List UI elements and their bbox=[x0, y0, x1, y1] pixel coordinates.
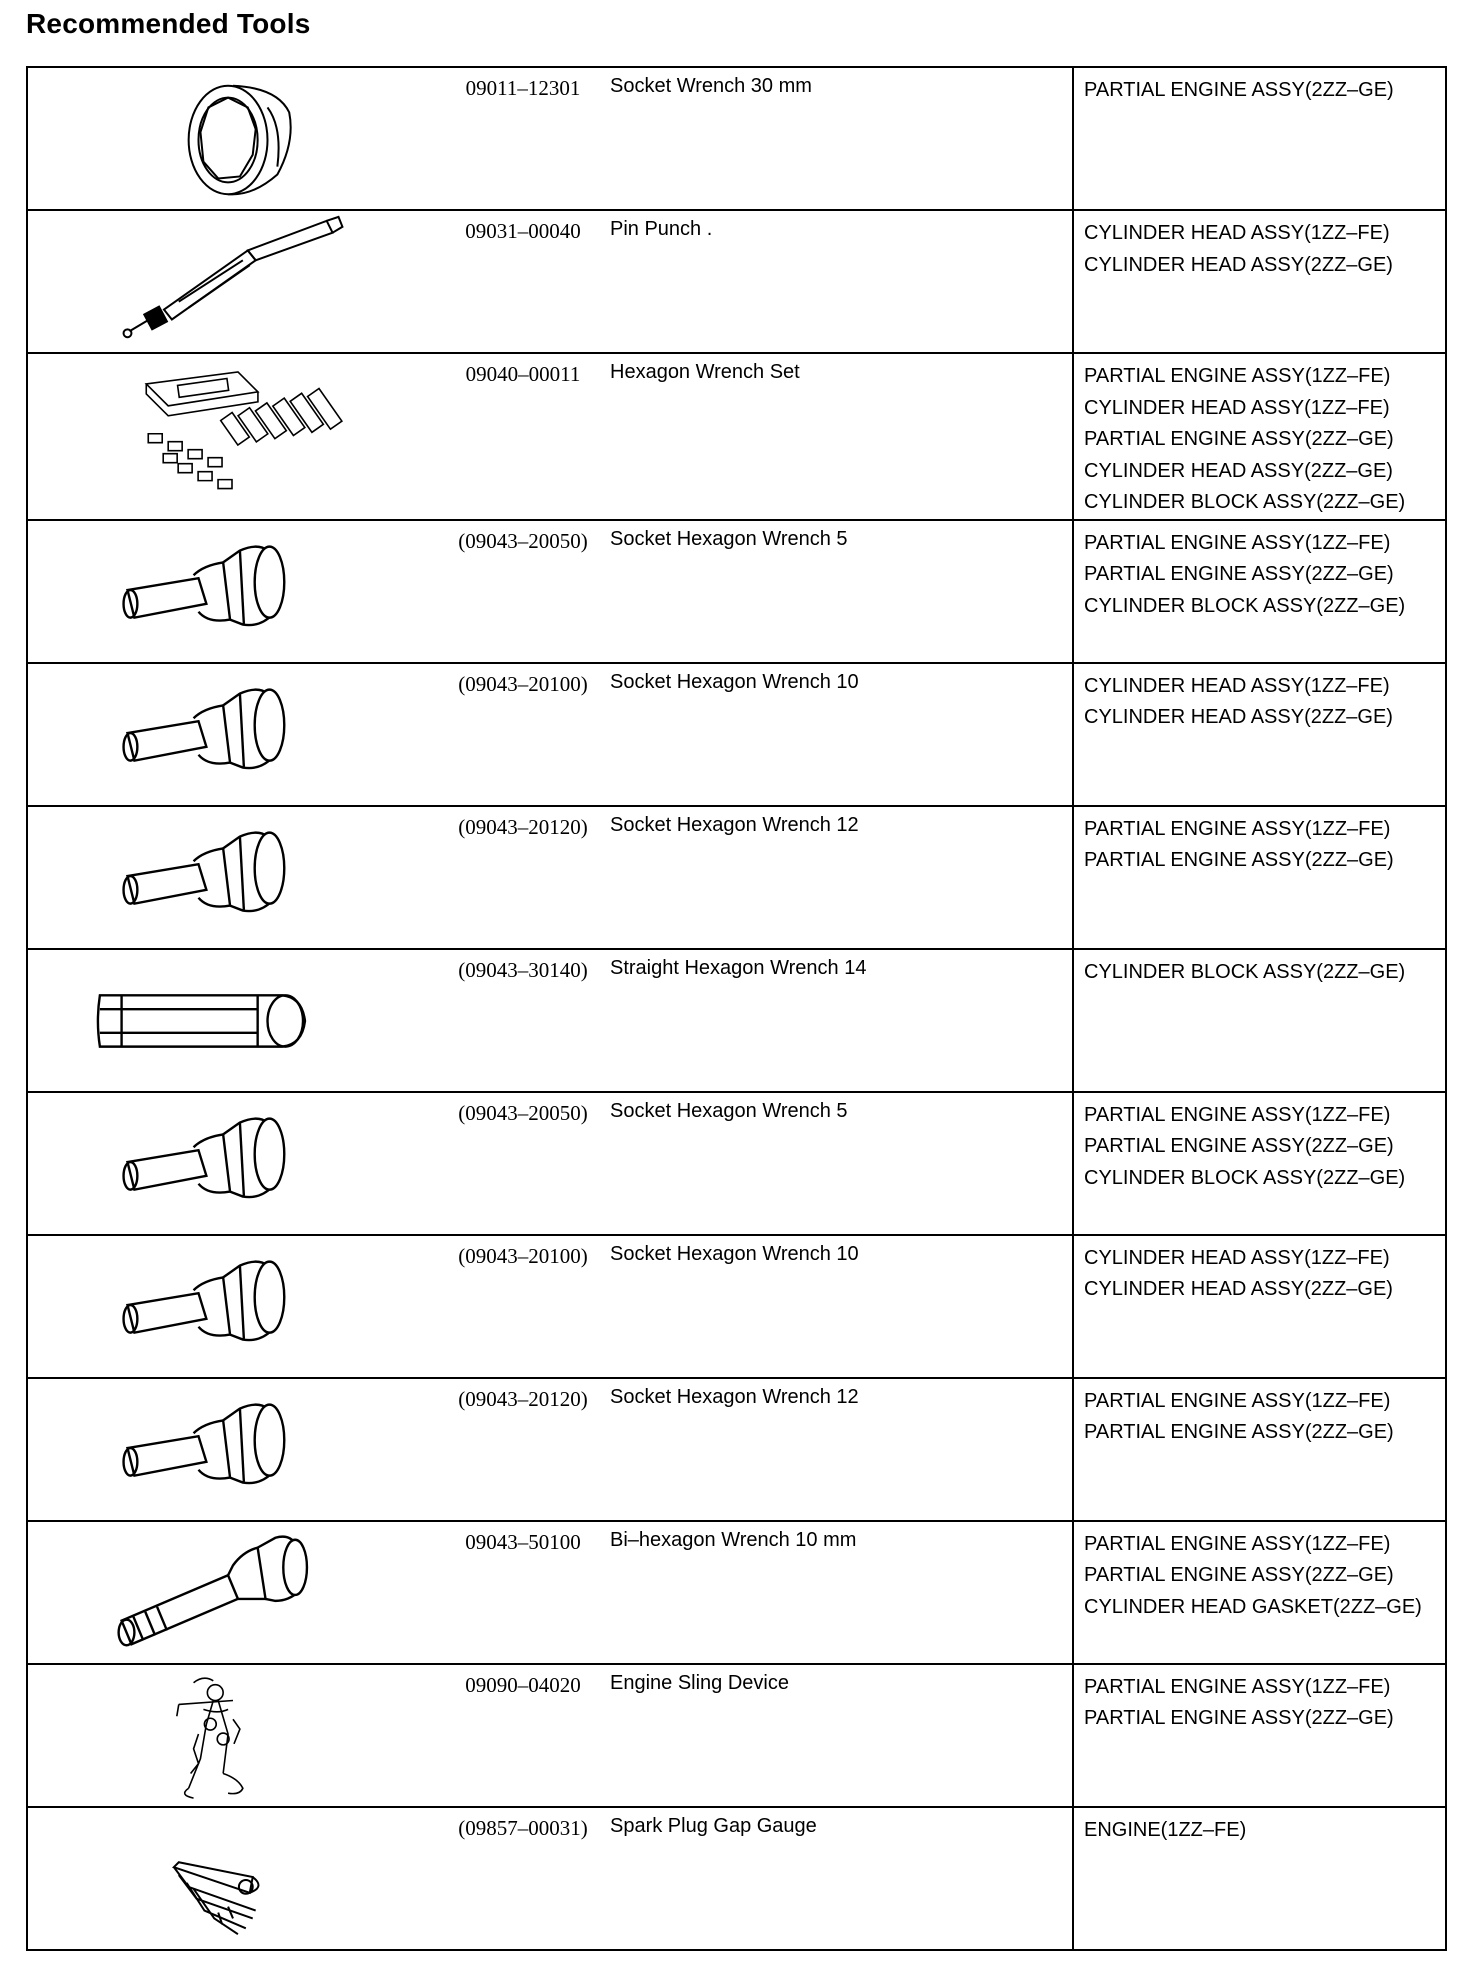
applications-cell bbox=[1073, 210, 1446, 353]
tool-image-cell bbox=[27, 520, 438, 663]
application-item: CYLINDER BLOCK ASSY(2ZZ–GE) bbox=[1084, 594, 1406, 617]
part-number: 09040–00011 bbox=[465, 362, 581, 386]
part-number-cell bbox=[438, 1092, 608, 1235]
application-item: CYLINDER HEAD GASKET(2ZZ–GE) bbox=[1084, 1595, 1422, 1618]
tool-name-cell bbox=[608, 1092, 1073, 1235]
application-item: CYLINDER BLOCK ASSY(2ZZ–GE) bbox=[1084, 1166, 1406, 1189]
applications-cell bbox=[1073, 67, 1446, 210]
socket-hexagon-wrench-icon bbox=[28, 1379, 438, 1520]
applications-cell bbox=[1073, 663, 1446, 806]
table-row bbox=[27, 1378, 1446, 1521]
tool-name-cell bbox=[608, 210, 1073, 353]
application-list bbox=[1074, 354, 1445, 519]
straight-hexagon-wrench-icon bbox=[28, 950, 438, 1091]
table-row bbox=[27, 1235, 1446, 1378]
part-number: 09043–50100 bbox=[465, 1529, 581, 1554]
application-item: CYLINDER HEAD ASSY(2ZZ–GE) bbox=[1084, 253, 1393, 276]
part-number: (09857–00031) bbox=[458, 1815, 588, 1840]
socket-hexagon-wrench-icon bbox=[28, 1093, 438, 1234]
applications-cell bbox=[1073, 1664, 1446, 1807]
application-item: PARTIAL ENGINE ASSY(2ZZ–GE) bbox=[1084, 563, 1394, 585]
part-number: (09043–20050) bbox=[458, 1100, 588, 1125]
tool-name: Bi–hexagon Wrench 10 mm bbox=[610, 1528, 857, 1551]
tool-name-cell bbox=[608, 663, 1073, 806]
part-number-cell bbox=[438, 1235, 608, 1378]
tool-image-cell bbox=[27, 1807, 438, 1950]
table-row bbox=[27, 520, 1446, 663]
socket-hexagon-wrench-icon bbox=[28, 807, 438, 948]
part-number: (09043–20100) bbox=[458, 671, 588, 696]
part-number-cell bbox=[438, 663, 608, 806]
application-item: PARTIAL ENGINE ASSY(1ZZ–FE) bbox=[1084, 365, 1391, 387]
application-item: CYLINDER HEAD ASSY(2ZZ–GE) bbox=[1084, 459, 1393, 482]
table-row bbox=[27, 806, 1446, 949]
spark-plug-gap-gauge-icon bbox=[28, 1808, 438, 1949]
application-list bbox=[1074, 1522, 1445, 1624]
applications-cell bbox=[1073, 1521, 1446, 1664]
part-number: (09043–30140) bbox=[458, 957, 588, 982]
part-number: (09043–20100) bbox=[458, 1243, 588, 1268]
socket-hexagon-wrench-icon bbox=[28, 521, 438, 662]
table-row bbox=[27, 1092, 1446, 1235]
applications-cell bbox=[1073, 1378, 1446, 1521]
application-item: CYLINDER BLOCK ASSY(2ZZ–GE) bbox=[1084, 960, 1406, 983]
application-item: CYLINDER HEAD ASSY(1ZZ–FE) bbox=[1084, 396, 1390, 419]
application-item: PARTIAL ENGINE ASSY(2ZZ–GE) bbox=[1084, 1707, 1394, 1729]
part-number-cell bbox=[438, 520, 608, 663]
application-item: ENGINE(1ZZ–FE) bbox=[1084, 1818, 1247, 1841]
application-list bbox=[1074, 521, 1445, 623]
applications-cell bbox=[1073, 1092, 1446, 1235]
applications-cell bbox=[1073, 1807, 1446, 1950]
application-item: CYLINDER HEAD ASSY(1ZZ–FE) bbox=[1084, 222, 1390, 244]
tool-image-cell bbox=[27, 1092, 438, 1235]
application-list bbox=[1074, 211, 1445, 281]
tool-image-cell bbox=[27, 1235, 438, 1378]
tool-image-cell bbox=[27, 353, 438, 520]
part-number-cell bbox=[438, 806, 608, 949]
engine-sling-device-icon bbox=[28, 1665, 438, 1806]
tool-name: Straight Hexagon Wrench 14 bbox=[610, 956, 867, 979]
tool-name-cell bbox=[608, 67, 1073, 210]
application-item: PARTIAL ENGINE ASSY(1ZZ–FE) bbox=[1084, 1103, 1391, 1126]
application-item: CYLINDER HEAD ASSY(2ZZ–GE) bbox=[1084, 1278, 1393, 1300]
tool-name: Socket Hexagon Wrench 5 bbox=[610, 1099, 848, 1122]
page-title: Recommended Tools bbox=[26, 8, 311, 39]
application-list bbox=[1074, 664, 1445, 734]
table-row bbox=[27, 1664, 1446, 1807]
recommended-tools-table bbox=[26, 66, 1447, 1951]
tool-name: Socket Wrench 30 mm bbox=[610, 75, 812, 97]
application-item: PARTIAL ENGINE ASSY(2ZZ–GE) bbox=[1084, 1421, 1394, 1443]
tool-name: Pin Punch . bbox=[610, 218, 713, 240]
application-item: CYLINDER BLOCK ASSY(2ZZ–GE) bbox=[1084, 491, 1406, 513]
hexagon-wrench-set-icon bbox=[28, 354, 438, 519]
application-item: PARTIAL ENGINE ASSY(2ZZ–GE) bbox=[1084, 428, 1394, 450]
application-list bbox=[1074, 68, 1445, 107]
application-item: PARTIAL ENGINE ASSY(2ZZ–GE) bbox=[1084, 1135, 1394, 1157]
table-row bbox=[27, 663, 1446, 806]
part-number: (09043–20120) bbox=[458, 1386, 588, 1411]
part-number-cell bbox=[438, 1807, 608, 1950]
tool-name-cell bbox=[608, 806, 1073, 949]
tool-image-cell bbox=[27, 663, 438, 806]
applications-cell bbox=[1073, 353, 1446, 520]
tool-image-cell bbox=[27, 67, 438, 210]
application-item: PARTIAL ENGINE ASSY(1ZZ–FE) bbox=[1084, 1532, 1391, 1555]
applications-cell bbox=[1073, 806, 1446, 949]
application-item: PARTIAL ENGINE ASSY(2ZZ–GE) bbox=[1084, 1564, 1394, 1586]
tool-name-cell bbox=[608, 1235, 1073, 1378]
tool-name-cell bbox=[608, 1378, 1073, 1521]
part-number-cell bbox=[438, 210, 608, 353]
socket-hexagon-wrench-icon bbox=[28, 664, 438, 805]
application-item: PARTIAL ENGINE ASSY(1ZZ–FE) bbox=[1084, 1389, 1391, 1412]
part-number: 09090–04020 bbox=[465, 1672, 581, 1697]
application-item: PARTIAL ENGINE ASSY(1ZZ–FE) bbox=[1084, 531, 1391, 554]
application-list bbox=[1074, 1665, 1445, 1735]
application-item: PARTIAL ENGINE ASSY(1ZZ–FE) bbox=[1084, 1675, 1391, 1698]
pin-punch-icon bbox=[28, 211, 438, 352]
tool-name-cell bbox=[608, 1807, 1073, 1950]
table-row bbox=[27, 1807, 1446, 1950]
tool-name: Socket Hexagon Wrench 10 bbox=[610, 670, 859, 693]
tool-name: Engine Sling Device bbox=[610, 1671, 789, 1694]
tool-name: Socket Hexagon Wrench 12 bbox=[610, 813, 859, 836]
application-list bbox=[1074, 1236, 1445, 1306]
socket-wrench-icon bbox=[28, 68, 438, 209]
table-row bbox=[27, 353, 1446, 520]
part-number: (09043–20120) bbox=[458, 814, 588, 839]
tool-name-cell bbox=[608, 353, 1073, 520]
tool-name: Socket Hexagon Wrench 5 bbox=[610, 527, 848, 550]
tool-image-cell bbox=[27, 806, 438, 949]
tool-image-cell bbox=[27, 1378, 438, 1521]
tool-name-cell bbox=[608, 520, 1073, 663]
part-number-cell bbox=[438, 1378, 608, 1521]
socket-hexagon-wrench-icon bbox=[28, 1236, 438, 1377]
application-list bbox=[1074, 950, 1445, 989]
tool-name: Spark Plug Gap Gauge bbox=[610, 1814, 817, 1837]
application-item: CYLINDER HEAD ASSY(1ZZ–FE) bbox=[1084, 1246, 1390, 1269]
part-number: 09011–12301 bbox=[465, 76, 581, 100]
tool-name: Socket Hexagon Wrench 12 bbox=[610, 1385, 859, 1408]
applications-cell bbox=[1073, 949, 1446, 1092]
application-list bbox=[1074, 1808, 1445, 1847]
tool-name: Hexagon Wrench Set bbox=[610, 361, 800, 383]
table-row bbox=[27, 210, 1446, 353]
application-item: PARTIAL ENGINE ASSY(1ZZ–FE) bbox=[1084, 817, 1391, 840]
application-item: PARTIAL ENGINE ASSY(2ZZ–GE) bbox=[1084, 849, 1394, 871]
part-number-cell bbox=[438, 1521, 608, 1664]
tool-name-cell bbox=[608, 949, 1073, 1092]
table-row bbox=[27, 1521, 1446, 1664]
part-number-cell bbox=[438, 67, 608, 210]
table-row bbox=[27, 949, 1446, 1092]
part-number-cell bbox=[438, 353, 608, 520]
application-item: CYLINDER HEAD ASSY(2ZZ–GE) bbox=[1084, 706, 1393, 728]
part-number-cell bbox=[438, 1664, 608, 1807]
applications-cell bbox=[1073, 1235, 1446, 1378]
tool-name-cell bbox=[608, 1521, 1073, 1664]
application-list bbox=[1074, 1093, 1445, 1195]
part-number: 09031–00040 bbox=[465, 219, 581, 243]
tool-name: Socket Hexagon Wrench 10 bbox=[610, 1242, 859, 1265]
tool-image-cell bbox=[27, 949, 438, 1092]
application-item: CYLINDER HEAD ASSY(1ZZ–FE) bbox=[1084, 674, 1390, 697]
tool-image-cell bbox=[27, 1521, 438, 1664]
bi-hexagon-wrench-icon bbox=[28, 1522, 438, 1663]
tool-image-cell bbox=[27, 1664, 438, 1807]
tool-image-cell bbox=[27, 210, 438, 353]
application-list bbox=[1074, 807, 1445, 877]
part-number: (09043–20050) bbox=[458, 528, 588, 553]
part-number-cell bbox=[438, 949, 608, 1092]
table-row bbox=[27, 67, 1446, 210]
applications-cell bbox=[1073, 520, 1446, 663]
application-item: PARTIAL ENGINE ASSY(2ZZ–GE) bbox=[1084, 79, 1394, 101]
tool-name-cell bbox=[608, 1664, 1073, 1807]
application-list bbox=[1074, 1379, 1445, 1449]
